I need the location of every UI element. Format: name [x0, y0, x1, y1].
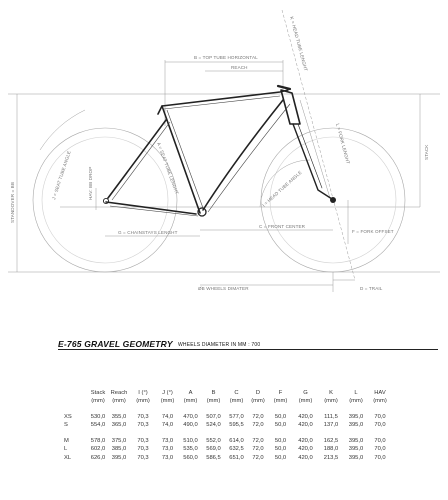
frame-down-tube: [203, 100, 283, 210]
value-cell: 524,0: [206, 422, 221, 429]
value-cell: 162,5: [323, 437, 339, 444]
frame-top-tube-inner: [164, 96, 280, 109]
wheels-diameter-label: ØB WHEELS DIMATER: [198, 286, 249, 291]
value-cell: 420,0: [298, 413, 313, 420]
value-cell: 70,3: [137, 437, 149, 444]
frame-chain-stay: [106, 202, 196, 214]
size-header: [58, 388, 88, 397]
fork-blade-inner: [298, 124, 322, 188]
value-cell: 470,0: [183, 413, 198, 420]
value-cell: 385,0: [111, 446, 127, 453]
front-axle: [330, 197, 336, 203]
frame-seat-stay-inner: [112, 122, 170, 200]
column-header-row: [58, 388, 392, 397]
column-unit: (mm): [183, 398, 198, 405]
value-cell: 602,0: [90, 446, 106, 453]
rear-wheel-inner: [42, 137, 168, 263]
head-tube-angle-label: I = HEAD TUBE ANGLE: [261, 169, 303, 208]
column-header: J (°): [162, 389, 173, 396]
column-unit: (mm): [229, 398, 244, 405]
value-cell: 70,0: [374, 437, 386, 444]
value-cell: 111,5: [324, 413, 338, 420]
value-cell: 70,0: [374, 446, 386, 453]
value-cell: 70,3: [137, 446, 149, 453]
value-cell: 188,0: [323, 446, 339, 453]
value-cell: 395,0: [348, 422, 364, 429]
column-unit: (mm): [112, 398, 126, 405]
fork-blade: [293, 124, 332, 199]
value-cell: 70,3: [137, 454, 149, 461]
value-cell: 50,0: [274, 437, 287, 444]
frame-seat-tube-inner: [167, 110, 203, 208]
value-cell: 395,0: [348, 446, 364, 453]
value-cell: 595,5: [229, 422, 244, 429]
reach-label: REACH: [231, 65, 248, 70]
trail-label: D = TRAIL: [360, 286, 383, 291]
value-cell: 552,0: [206, 437, 221, 444]
rear-axle: [103, 198, 108, 203]
value-cell: 70,3: [137, 413, 149, 420]
value-cell: 50,0: [274, 446, 287, 453]
column-header: Reach: [110, 389, 128, 396]
unit-row: [58, 397, 392, 406]
value-cell: 530,0: [90, 413, 106, 420]
column-header: K: [329, 389, 333, 396]
column-unit: (mm): [251, 398, 265, 405]
column-header: B: [211, 389, 216, 396]
value-cell: 50,0: [274, 422, 287, 429]
value-cell: 72,0: [252, 413, 264, 420]
value-cell: 632,5: [229, 446, 244, 453]
fork-length-label: L = FORK LENGHT: [335, 122, 351, 165]
value-cell: 651,0: [229, 454, 244, 461]
value-cell: 73,0: [161, 446, 174, 453]
geometry-title: E-765 GRAVEL GEOMETRY: [58, 339, 173, 349]
column-header: C: [234, 389, 239, 396]
seat-tube-angle-label: J = SEAT TUBE ANGLE: [51, 150, 72, 201]
front-center-label: C = FRONT CENTER: [259, 224, 306, 229]
seat-tube-length-label: A = SEAT TUBE LENGHT: [156, 141, 180, 196]
table-row: [58, 421, 392, 430]
stack-label: STACK: [424, 144, 429, 160]
value-cell: 72,0: [252, 422, 264, 429]
value-cell: 560,0: [183, 454, 198, 461]
seat-angle-arc: [40, 110, 85, 150]
value-cell: 420,0: [298, 422, 313, 429]
value-cell: 74,0: [161, 422, 174, 429]
value-cell: 586,5: [206, 454, 221, 461]
value-cell: 554,0: [90, 422, 106, 429]
value-cell: 74,0: [161, 413, 174, 420]
value-cell: 375,0: [111, 437, 127, 444]
column-unit: (mm): [160, 398, 175, 405]
value-cell: 420,0: [298, 437, 313, 444]
value-cell: 72,0: [252, 446, 264, 453]
value-cell: 577,0: [229, 413, 244, 420]
value-cell: 70,3: [137, 422, 149, 429]
standover-label: STANDOVER = BB: [10, 181, 15, 223]
geometry-divider: [58, 349, 438, 350]
column-header: Stack: [90, 389, 106, 396]
value-cell: 420,0: [298, 454, 313, 461]
column-unit: (mm): [136, 398, 150, 405]
size-cell: XS: [64, 413, 72, 420]
value-cell: 395,0: [348, 454, 364, 461]
value-cell: 355,0: [111, 413, 127, 420]
column-unit: (mm): [349, 398, 363, 405]
column-unit: (mm): [206, 398, 221, 405]
column-unit: (mm): [298, 398, 313, 405]
top-tube-label: B = TOP TUBE HORIZONTAL: [194, 55, 258, 60]
size-cell: L: [64, 446, 68, 453]
table-row: [58, 454, 392, 463]
value-cell: 395,0: [111, 454, 127, 461]
column-header: A: [188, 389, 193, 396]
column-header: F: [278, 389, 283, 396]
value-cell: 507,0: [206, 413, 221, 420]
spacer-row: [58, 430, 392, 437]
frame-top-tube: [158, 90, 288, 114]
value-cell: 365,0: [111, 422, 127, 429]
value-cell: 72,0: [252, 437, 264, 444]
frame-head-tube: [281, 90, 300, 124]
column-header: L: [354, 389, 358, 396]
column-unit: (mm): [373, 398, 387, 405]
column-unit: (mm): [324, 398, 338, 405]
value-cell: 510,0: [183, 437, 198, 444]
column-unit: (mm): [273, 398, 288, 405]
value-cell: 395,0: [348, 413, 364, 420]
column-header: HAV: [374, 389, 386, 396]
value-cell: 73,0: [161, 437, 174, 444]
column-header: I (°): [138, 389, 148, 396]
headset-cap: [278, 86, 290, 89]
value-cell: 70,0: [374, 454, 386, 461]
value-cell: 535,0: [183, 446, 198, 453]
value-cell: 626,0: [90, 454, 106, 461]
spacer-row: [58, 406, 392, 413]
value-cell: 213,5: [323, 454, 339, 461]
chainstay-label: G = CHAINSTAYS LENGHT: [118, 230, 178, 235]
value-cell: 614,0: [229, 437, 244, 444]
geometry-table: [58, 388, 392, 462]
value-cell: 137,0: [323, 422, 339, 429]
bb-drop-label: HAV: BB DROP: [88, 166, 93, 200]
value-cell: 395,0: [348, 437, 364, 444]
frame-seat-stay: [108, 120, 166, 198]
value-cell: 70,0: [374, 422, 386, 429]
table-row: [58, 445, 392, 454]
size-cell: XL: [64, 454, 72, 461]
value-cell: 569,0: [206, 446, 221, 453]
value-cell: 73,0: [161, 454, 174, 461]
value-cell: 50,0: [274, 413, 287, 420]
table-row: [58, 437, 392, 446]
value-cell: 50,0: [274, 454, 287, 461]
frame-chain-stay-inner: [110, 206, 198, 216]
size-cell: M: [64, 437, 69, 444]
column-unit: (mm): [91, 398, 105, 405]
value-cell: 70,0: [374, 413, 386, 420]
value-cell: 578,0: [90, 437, 106, 444]
value-cell: 72,0: [252, 454, 264, 461]
head-tube-length-label: K = HEAD TUBE LENGHT: [289, 15, 309, 72]
value-cell: 420,0: [298, 446, 313, 453]
column-header: D: [255, 389, 261, 396]
column-header: G: [303, 389, 308, 396]
geometry-subtitle: WHEELS DIAMETER IN MM : 700: [178, 342, 261, 348]
size-cell: S: [64, 422, 68, 429]
fork-offset-label: F = FORK OFFSET: [352, 229, 394, 234]
size-unit-cell: [58, 397, 88, 406]
table-row: [58, 413, 392, 422]
value-cell: 490,0: [183, 422, 198, 429]
